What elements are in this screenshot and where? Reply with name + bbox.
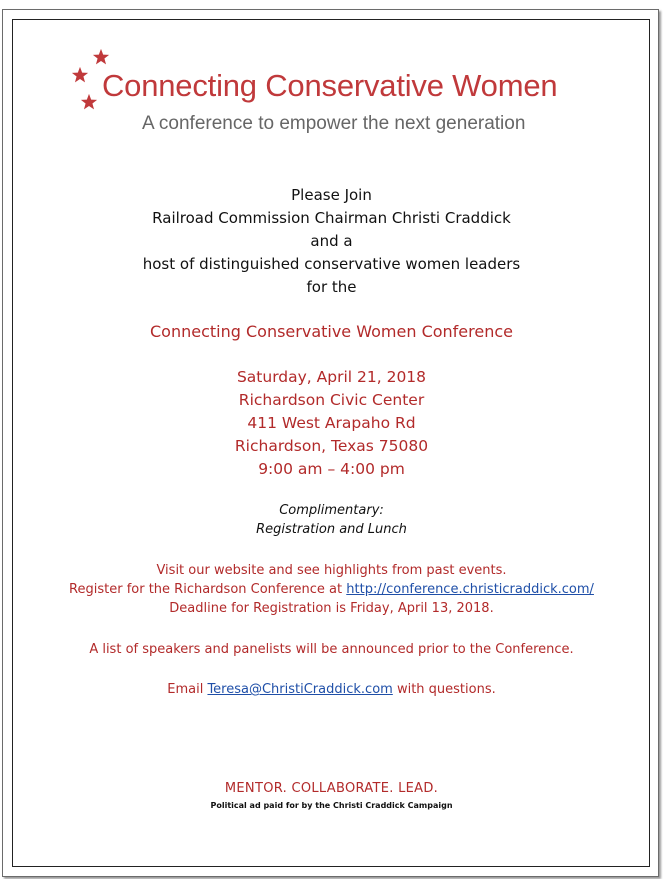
star-icon xyxy=(92,48,110,66)
disclaimer: Political ad paid for by the Christi Craddick Campaign xyxy=(210,801,453,810)
register-prefix: Register for the Richardson Conference at xyxy=(69,582,347,597)
invite-line-3: and a xyxy=(310,232,353,250)
email-line xyxy=(0,682,663,697)
deadline-text: Deadline for Registration is Friday, April 13, 2018. xyxy=(169,601,494,616)
invite-line-5: for the xyxy=(306,278,357,296)
complimentary-label: Complimentary: xyxy=(279,503,384,518)
logo-title: Connecting Conservative Women xyxy=(102,68,558,103)
visit-text: Visit our website and see highlights from past events. xyxy=(156,563,507,578)
invite-line-1: Please Join xyxy=(291,186,372,204)
event-name: Connecting Conservative Women Conference xyxy=(150,322,513,341)
star-icon xyxy=(80,93,98,111)
speakers-text: A list of speakers and panelists will be announced prior to the Conference. xyxy=(89,642,574,657)
event-venue: Richardson Civic Center xyxy=(238,391,425,409)
conference-link[interactable]: http://conference.christicraddick.com/ xyxy=(346,582,594,597)
invite-line-4: host of distinguished conservative women leaders xyxy=(142,255,521,273)
star-icon xyxy=(71,66,89,84)
event-city: Richardson, Texas 75080 xyxy=(234,437,429,455)
email-suffix: with questions. xyxy=(392,682,496,697)
event-date: Saturday, April 21, 2018 xyxy=(236,368,427,386)
event-time: 9:00 am – 4:00 pm xyxy=(258,460,405,478)
invite-line-2: Railroad Commission Chairman Christi Craddick xyxy=(152,209,511,227)
complimentary-detail: Registration and Lunch xyxy=(256,522,407,537)
logo-subtitle: A conference to empower the next generation xyxy=(142,113,526,134)
email-prefix: Email xyxy=(167,682,208,697)
event-street: 411 West Arapaho Rd xyxy=(247,414,416,432)
register-line xyxy=(0,582,663,597)
tagline: MENTOR. COLLABORATE. LEAD. xyxy=(224,781,439,796)
email-link[interactable]: Teresa@ChristiCraddick.com xyxy=(207,682,393,697)
